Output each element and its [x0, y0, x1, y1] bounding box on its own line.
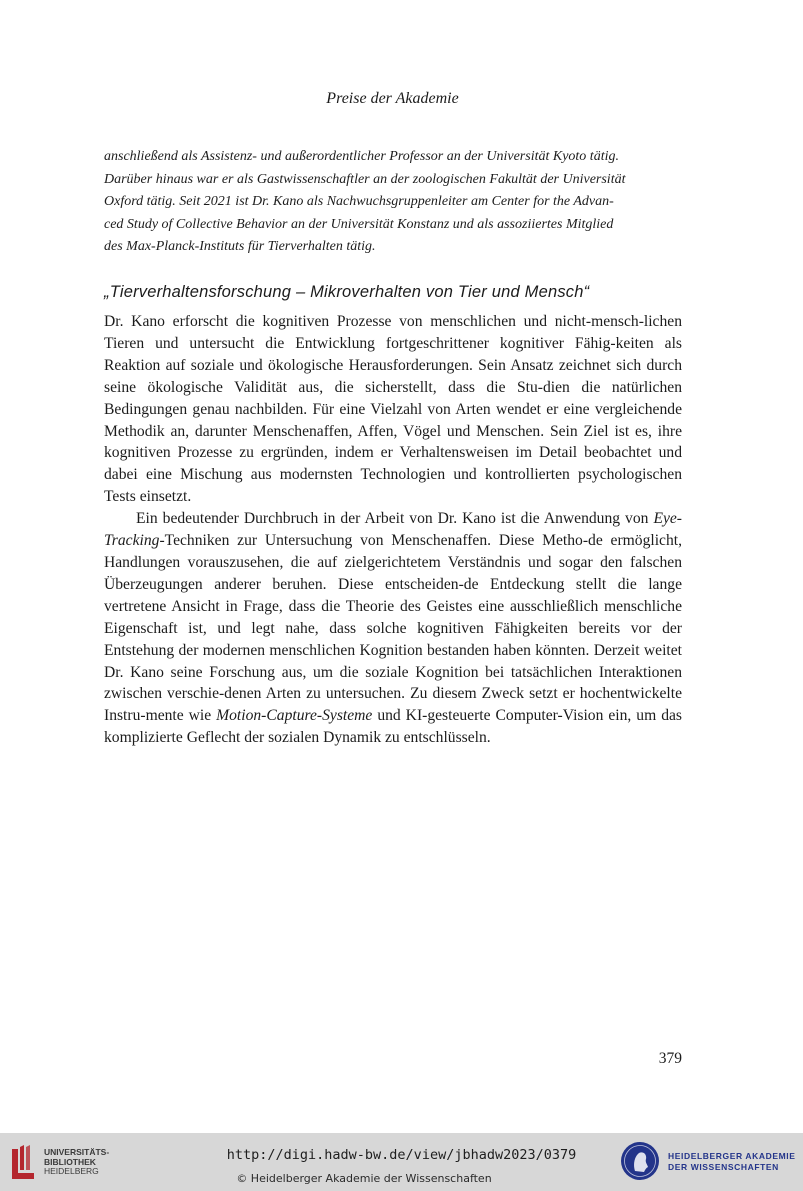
- academy-name: [668, 1151, 796, 1173]
- running-head: Preise der Akademie: [326, 90, 459, 107]
- intro-line: ced Study of Collective Behavior an der Universität Konstanz und als assoziiertes Mitglied: [104, 216, 614, 232]
- eye-tracking-term: Eye-Tracking: [104, 510, 682, 550]
- footer-copyright: © Heidelberger Akademie der Wissenschaften: [236, 1172, 492, 1185]
- ub-line-2: BIBLIOTHEK: [44, 1156, 96, 1167]
- section-heading: „Tierverhaltensforschung – Mikroverhalten von Tier und Mensch“: [104, 283, 590, 301]
- motion-capture-term: Motion-Capture-Systeme: [216, 707, 373, 725]
- footer-url[interactable]: http://digi.hadw-bw.de/view/jbhadw2023/0379: [226, 1147, 577, 1163]
- academy-line-1: HEIDELBERGER AKADEMIE: [668, 1151, 796, 1161]
- intro-line: Oxford tätig. Seit 2021 ist Dr. Kano als Nachwuchsgruppenleiter am Center for the Advan-: [104, 194, 614, 209]
- intro-paragraph: [104, 146, 682, 259]
- intro-line: Darüber hinaus war er als Gastwissenschaftler an der zoologischen Fakultät der Universität: [104, 171, 626, 187]
- academy-line-2: DER WISSENSCHAFTEN: [668, 1162, 779, 1172]
- body-paragraph-2: [104, 508, 682, 749]
- paragraph-2-part-1: Ein bedeutender Durchbruch in der Arbeit von Dr. Kano ist die Anwendung von: [136, 510, 654, 528]
- body-text: [104, 311, 682, 749]
- ub-line-1: UNIVERSITÄTS-: [44, 1147, 110, 1157]
- ub-line-3: HEIDELBERG: [44, 1166, 99, 1176]
- intro-line: anschließend als Assistenz- und außerordentlicher Professor an der Universität Kyoto tätig.: [104, 149, 619, 164]
- academy-seal-icon: [620, 1141, 660, 1181]
- footer-bar: [0, 1133, 803, 1191]
- paragraph-2-part-3: und KI-gesteuerte Computer-Vision ein, um das komplizierte Geflecht der sozialen Dynamik zu entschlüsseln.: [104, 707, 682, 747]
- body-paragraph-1: Dr. Kano erforscht die kognitiven Prozesse von menschlichen und nicht-mensch-lichen Tieren und untersucht die Entwicklung fortgeschrittener kognitiver Fähig-keiten als Reaktion auf soziale und ökologische Herausforderungen. Sein Ansatz zeichnet sich durch seine ökologische Validität aus, die sicherstellt, dass die Stu-dien die natürlichen Bedingungen genau nachbilden. Für eine Vielzahl von Arten wendet er eine vergleichende Methodik an, darunter Menschenaffen, Affen, Vögel und Menschen. Sein Ziel ist es, ihre kognitiven Prozesse zu ergründen, indem er Verhaltensweisen im Detail beobachtet und dabei eine Mischung aus modernsten Technologien und kontrollierten psychologischen Tests einsetzt.: [104, 313, 682, 506]
- intro-line: des Max-Planck-Instituts für Tierverhalten tätig.: [104, 239, 376, 254]
- paragraph-2-part-2: -Techniken zur Untersuchung von Menschenaffen. Diese Metho-de ermöglicht, Handlungen vorauszusehen, die auf zielgerichtetem Verständnis und sogar den falschen Überzeugungen anderer beruhen. Diese entscheiden-de Entdeckung stellt die lange vertretene Ansicht in Frage, dass die Theorie des Geistes eine ausschließlich menschliche Eigenschaft ist, und legt nahe, dass solche kognitiven Fähigkeiten bereits vor der Entstehung der modernen menschlichen Kognition bestanden haben könnten. Derzeit weitet Dr. Kano seine Forschung aus, um die soziale Kognition bei tatsächlichen Interaktionen zwischen verschie-denen Arten zu untersuchen. Zu diesem Zweck setzt er hochentwickelte Instru-mente wie: [104, 532, 682, 725]
- page-number: 379: [658, 1050, 682, 1067]
